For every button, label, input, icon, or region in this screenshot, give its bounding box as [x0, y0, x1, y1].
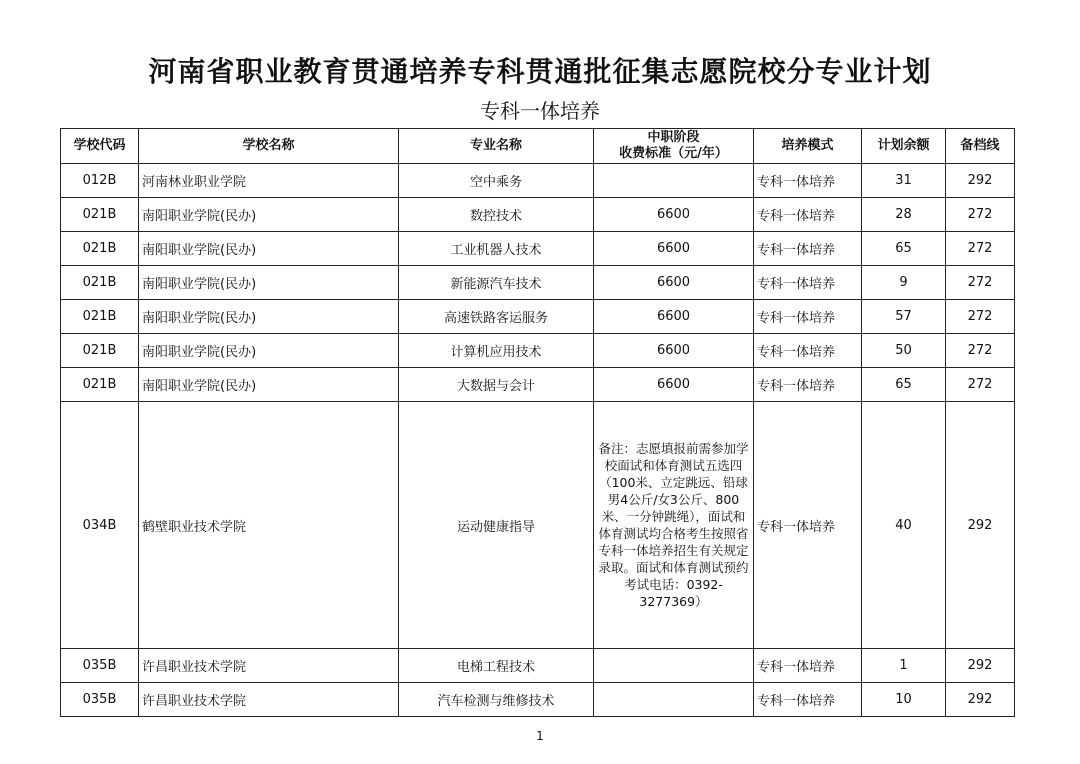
cell-code: 021B — [61, 368, 139, 402]
cell-code: 035B — [61, 649, 139, 683]
cell-mode: 专科一体培养 — [754, 402, 862, 649]
cell-major: 高速铁路客运服务 — [399, 300, 594, 334]
cell-quota: 31 — [862, 164, 946, 198]
cell-code: 021B — [61, 334, 139, 368]
cell-fee — [594, 683, 754, 717]
cell-score: 272 — [946, 198, 1015, 232]
cell-school: 鹤壁职业技术学院 — [139, 402, 399, 649]
page-subtitle: 专科一体培养 — [480, 99, 600, 123]
cell-quota: 65 — [862, 232, 946, 266]
cell-code: 021B — [61, 266, 139, 300]
cell-major: 空中乘务 — [399, 164, 594, 198]
cell-score: 272 — [946, 334, 1015, 368]
cell-major: 电梯工程技术 — [399, 649, 594, 683]
cell-fee-note: 备注：志愿填报前需参加学校面试和体育测试五选四（100米、立定跳远、铅球男4公斤/女3公斤、800米、一分钟跳绳），面试和体育测试均合格考生按照省专科一体培养招生有关规定录取。面试和体育测试预约考试电话：0392-3277369） — [594, 402, 754, 649]
cell-quota: 57 — [862, 300, 946, 334]
table-row — [61, 334, 1015, 368]
table-row — [61, 649, 1015, 683]
header-school: 学校名称 — [139, 129, 399, 164]
table-row — [61, 164, 1015, 198]
cell-quota: 50 — [862, 334, 946, 368]
cell-fee: 6600 — [594, 266, 754, 300]
cell-quota: 9 — [862, 266, 946, 300]
cell-mode: 专科一体培养 — [754, 232, 862, 266]
header-fee-line2: 收费标准（元/年） — [619, 146, 728, 161]
cell-fee: 6600 — [594, 300, 754, 334]
cell-quota: 28 — [862, 198, 946, 232]
header-quota: 计划余额 — [862, 129, 946, 164]
cell-score: 272 — [946, 232, 1015, 266]
plan-table — [60, 128, 1015, 717]
header-code: 学校代码 — [61, 129, 139, 164]
cell-code: 021B — [61, 300, 139, 334]
cell-school: 南阳职业学院(民办) — [139, 232, 399, 266]
header-score: 备档线 — [946, 129, 1015, 164]
table-row — [61, 266, 1015, 300]
cell-fee: 6600 — [594, 198, 754, 232]
cell-major: 计算机应用技术 — [399, 334, 594, 368]
cell-major: 新能源汽车技术 — [399, 266, 594, 300]
cell-mode: 专科一体培养 — [754, 334, 862, 368]
table-row — [61, 198, 1015, 232]
cell-score: 272 — [946, 368, 1015, 402]
page-title: 河南省职业教育贯通培养专科贯通批征集志愿院校分专业计划 — [148, 55, 932, 88]
cell-school: 许昌职业技术学院 — [139, 649, 399, 683]
cell-school: 南阳职业学院(民办) — [139, 368, 399, 402]
cell-score: 292 — [946, 649, 1015, 683]
table-row — [61, 368, 1015, 402]
cell-quota: 40 — [862, 402, 946, 649]
table-row — [61, 300, 1015, 334]
cell-fee: 6600 — [594, 334, 754, 368]
cell-score: 292 — [946, 402, 1015, 649]
header-major: 专业名称 — [399, 129, 594, 164]
cell-mode: 专科一体培养 — [754, 368, 862, 402]
table-header-row — [61, 129, 1015, 164]
cell-code: 021B — [61, 232, 139, 266]
cell-mode: 专科一体培养 — [754, 164, 862, 198]
cell-score: 292 — [946, 683, 1015, 717]
cell-school: 南阳职业学院(民办) — [139, 300, 399, 334]
cell-fee: 6600 — [594, 368, 754, 402]
cell-quota: 65 — [862, 368, 946, 402]
cell-code: 021B — [61, 198, 139, 232]
table-row — [61, 232, 1015, 266]
cell-fee — [594, 649, 754, 683]
header-mode: 培养模式 — [754, 129, 862, 164]
cell-code: 035B — [61, 683, 139, 717]
table-row — [61, 402, 1015, 649]
cell-school: 南阳职业学院(民办) — [139, 266, 399, 300]
cell-school: 许昌职业技术学院 — [139, 683, 399, 717]
cell-quota: 1 — [862, 649, 946, 683]
cell-mode: 专科一体培养 — [754, 266, 862, 300]
cell-mode: 专科一体培养 — [754, 683, 862, 717]
page-number: 1 — [536, 729, 544, 743]
cell-score: 272 — [946, 300, 1015, 334]
cell-score: 272 — [946, 266, 1015, 300]
cell-mode: 专科一体培养 — [754, 649, 862, 683]
cell-code: 034B — [61, 402, 139, 649]
cell-school: 南阳职业学院(民办) — [139, 334, 399, 368]
cell-major: 运动健康指导 — [399, 402, 594, 649]
header-fee-line1: 中职阶段 — [647, 130, 700, 145]
header-fee — [594, 129, 754, 164]
cell-score: 292 — [946, 164, 1015, 198]
cell-mode: 专科一体培养 — [754, 300, 862, 334]
cell-major: 大数据与会计 — [399, 368, 594, 402]
cell-fee: 6600 — [594, 232, 754, 266]
cell-major: 汽车检测与维修技术 — [399, 683, 594, 717]
cell-school: 南阳职业学院(民办) — [139, 198, 399, 232]
cell-mode: 专科一体培养 — [754, 198, 862, 232]
cell-quota: 10 — [862, 683, 946, 717]
cell-fee — [594, 164, 754, 198]
cell-code: 012B — [61, 164, 139, 198]
cell-school: 河南林业职业学院 — [139, 164, 399, 198]
cell-major: 数控技术 — [399, 198, 594, 232]
table-row — [61, 683, 1015, 717]
cell-major: 工业机器人技术 — [399, 232, 594, 266]
